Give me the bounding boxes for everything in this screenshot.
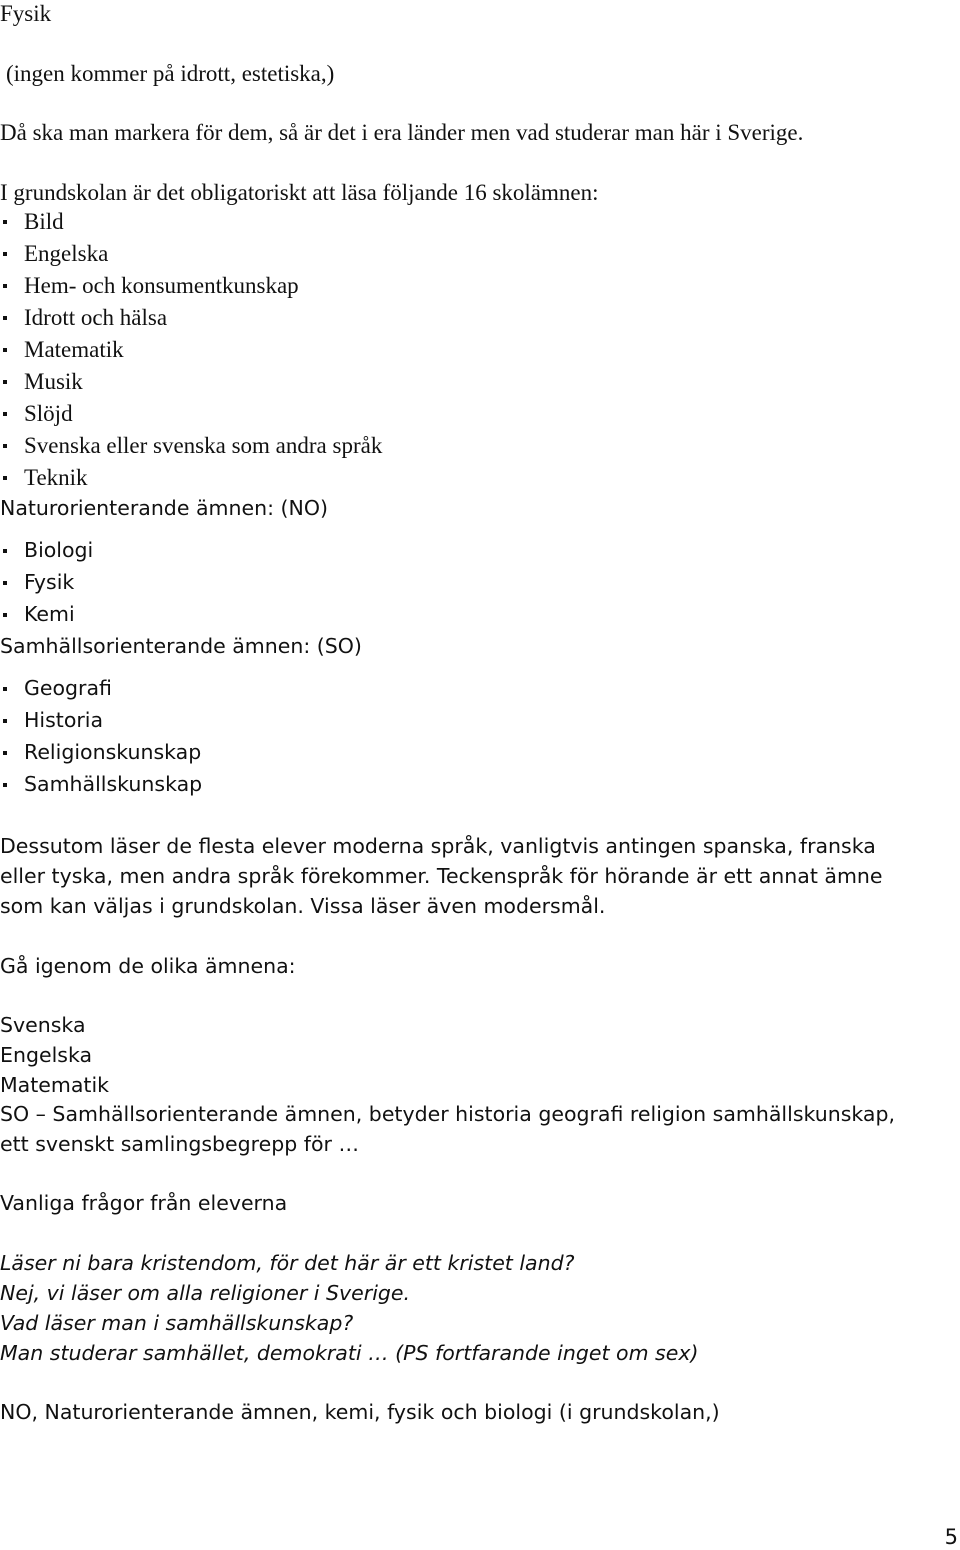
go-through-heading: Gå igenom de olika ämnena: — [0, 954, 296, 978]
faq-question: Vad läser man i samhällskunskap? — [0, 1311, 354, 1335]
so-explanation-line: SO – Samhällsorienterande ämnen, betyder historia geografi religion samhällskunskap, — [0, 1102, 896, 1126]
bullet-icon — [3, 220, 7, 224]
bullet-icon — [3, 476, 7, 480]
no-explanation: NO, Naturorienterande ämnen, kemi, fysik och biologi (i grundskolan,) — [0, 1400, 720, 1424]
subject-label: Historia — [24, 708, 104, 732]
compulsory-intro: I grundskolan är det obligatoriskt att läsa följande 16 skolämnen: — [0, 180, 599, 205]
bullet-icon — [3, 348, 7, 352]
subject-label: Kemi — [24, 602, 75, 626]
bullet-icon — [3, 687, 7, 691]
go-through-item: Svenska — [0, 1013, 86, 1037]
subject-label: Bild — [24, 209, 64, 234]
languages-paragraph-line: som kan väljas i grundskolan. Vissa läser även modersmål. — [0, 894, 606, 918]
faq-answer: Man studerar samhället, demokrati … (PS fortfarande inget om sex) — [0, 1341, 699, 1365]
faq-heading: Vanliga frågor från eleverna — [0, 1191, 288, 1215]
subject-label: Samhällskunskap — [24, 772, 203, 796]
bullet-icon — [3, 549, 7, 553]
bullet-icon — [3, 316, 7, 320]
bullet-icon — [3, 252, 7, 256]
languages-paragraph-line: Dessutom läser de flesta elever moderna språk, vanligtvis antingen spanska, franska — [0, 834, 876, 858]
subject-label: Musik — [24, 369, 83, 394]
bullet-icon — [3, 412, 7, 416]
subject-label: Slöjd — [24, 401, 73, 426]
go-through-item: Engelska — [0, 1043, 93, 1067]
subject-label: Religionskunskap — [24, 740, 202, 764]
subject-label: Idrott och hälsa — [24, 305, 168, 330]
bullet-icon — [3, 581, 7, 585]
go-through-item: Matematik — [0, 1073, 110, 1097]
bullet-icon — [3, 444, 7, 448]
subject-label: Fysik — [24, 570, 75, 594]
subject-label: Engelska — [24, 241, 109, 266]
bullet-icon — [3, 783, 7, 787]
bullet-icon — [3, 284, 7, 288]
subject-label: Matematik — [24, 337, 124, 362]
bullet-icon — [3, 380, 7, 384]
bullet-icon — [3, 719, 7, 723]
faq-question: Läser ni bara kristendom, för det här är ett kristet land? — [0, 1251, 575, 1275]
heading-fysik: Fysik — [0, 1, 52, 26]
marking-sentence: Då ska man markera för dem, så är det i era länder men vad studerar man här i Sverige. — [0, 120, 804, 145]
languages-paragraph-line: eller tyska, men andra språk förekommer. Teckenspråk för hörande är ett annat ämne — [0, 864, 883, 888]
so-explanation-line: ett svenskt samlingsbegrepp för … — [0, 1132, 359, 1156]
faq-answer: Nej, vi läser om alla religioner i Sverige. — [0, 1281, 411, 1305]
page-number: 5 — [944, 1525, 958, 1549]
subject-label: Teknik — [24, 465, 88, 490]
subject-label: Geografi — [24, 676, 112, 700]
bullet-icon — [3, 613, 7, 617]
subject-label: Hem- och konsumentkunskap — [24, 273, 299, 298]
bullet-icon — [3, 751, 7, 755]
subject-label: Biologi — [24, 538, 94, 562]
note-line: (ingen kommer på idrott, estetiska,) — [6, 61, 335, 86]
no-heading: Naturorienterande ämnen: (NO) — [0, 496, 328, 520]
subject-label: Svenska eller svenska som andra språk — [24, 433, 383, 458]
so-heading: Samhällsorienterande ämnen: (SO) — [0, 634, 362, 658]
